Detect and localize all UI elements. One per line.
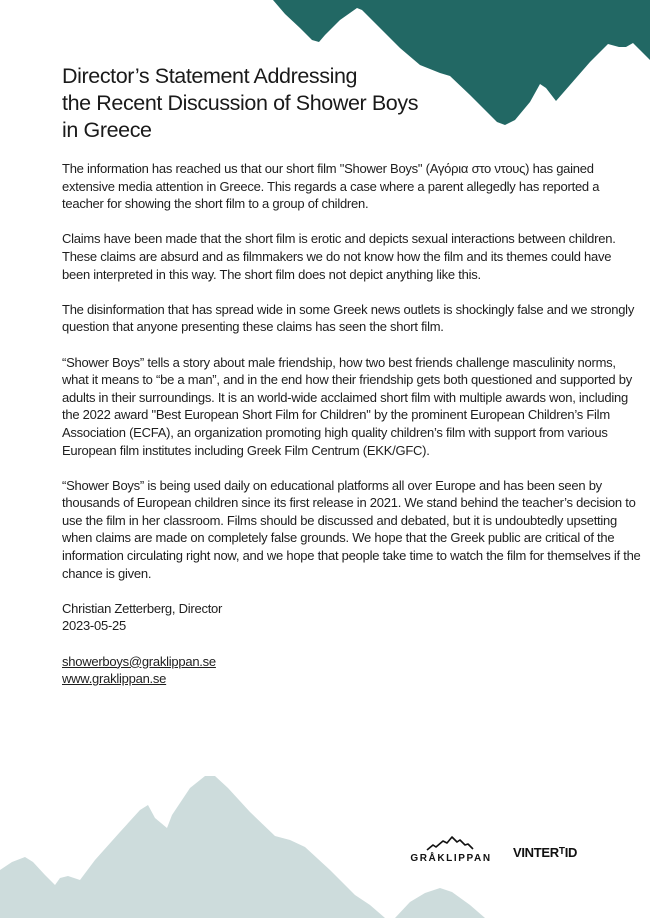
vintertid-end: ID (564, 845, 578, 860)
title-line-3: in Greece (62, 118, 152, 142)
title-line-2: the Recent Discussion of Shower Boys (62, 91, 419, 115)
paragraph-about-film: “Shower Boys” tells a story about male friendship, how two best friends challenge masculinity norms, what it means to “be a man”, and in the end how their friendship gets both questioned and supported by adults in their surroundings. It is an world-wide acclaimed short film with multiple awards won, including the 2022 award "Best European Short Film for Children" by the prominent European Children’s Film Association (ECFA), an organization promoting high quality children’s film with support from various European film institutes including Greek Film Centrum (EKK/GFC). (62, 354, 632, 458)
title-line-1: Director’s Statement Addressing (62, 64, 358, 88)
paragraph-claims: Claims have been made that the short film is erotic and depicts sexual interactions between children. These claims are absurd and as filmmakers we do not know how the film and its themes could have been interpreted in this way. The short film does not depict anything like this. (62, 231, 616, 282)
statement-body (62, 160, 642, 688)
contact-links (62, 653, 642, 688)
signature-date: 2023-05-25 (62, 618, 126, 634)
website-link[interactable]: www.graklippan.se (62, 671, 167, 687)
vintertid-small: T (558, 846, 565, 857)
paragraph-education: “Shower Boys” is being used daily on educational platforms all over Europe and has been seen by thousands of European children since its first release in 2021. We stand behind the teacher’s decision to use the film in her classroom. Films should be discussed and debated, but it is undoubtedly upsetting when claims are made on completely false grounds. We hope that the Greek public are critical of the information circulating right now, and we hope that people take time to watch the film for themselves if the chance is given. (62, 477, 641, 581)
vintertid-main: VINTER (513, 845, 559, 860)
graklippan-wordmark: GRÅKLIPPAN (410, 853, 492, 864)
email-link[interactable]: showerboys@graklippan.se (62, 653, 216, 669)
bottom-small-hill (395, 888, 485, 918)
signature-name: Christian Zetterberg, Director (62, 600, 223, 616)
paragraph-intro: The information has reached us that our short film "Shower Boys" (Αγόρια στο ντους) has gained extensive media attention in Greece. This regards a case where a parent allegedly has reported a teacher for showing the short film to a group of children. (62, 161, 600, 212)
bottom-grey-mountain (0, 776, 385, 918)
signature-block (62, 600, 642, 635)
page-title (62, 63, 418, 144)
paragraph-disinformation: The disinformation that has spread wide in some Greek news outlets is shockingly false and we strongly question that anyone presenting these claims has seen the short film. (62, 301, 635, 335)
mountain-outline-icon (425, 836, 477, 852)
graklippan-logo (406, 836, 496, 864)
vintertid-logo (513, 845, 577, 860)
